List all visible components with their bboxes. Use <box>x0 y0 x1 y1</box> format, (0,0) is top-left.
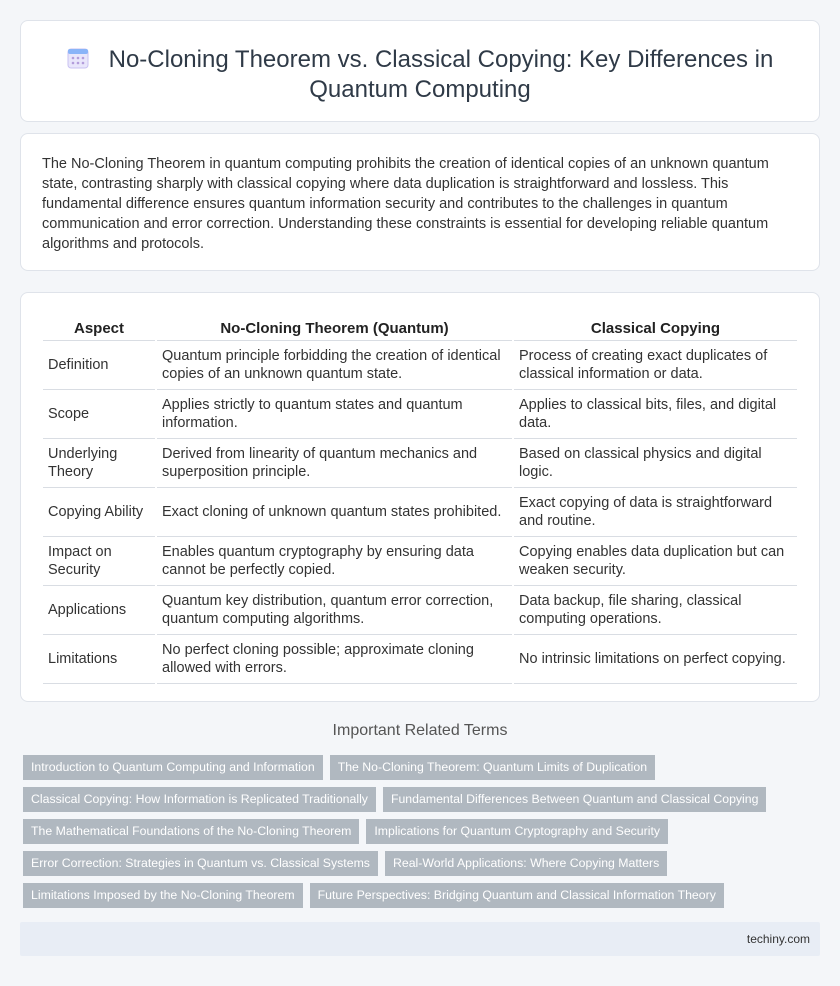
related-term-link[interactable]: Future Perspectives: Bridging Quantum and Classical Information Theory <box>310 883 724 908</box>
related-term-link[interactable]: Introduction to Quantum Computing and Information <box>23 755 323 780</box>
cell-aspect: Scope <box>43 390 155 439</box>
cell-classical: Based on classical physics and digital logic. <box>514 439 797 488</box>
related-term-link[interactable]: Limitations Imposed by the No-Cloning Theorem <box>23 883 303 908</box>
intro-text: The No-Cloning Theorem in quantum computing prohibits the creation of identical copies of an unknown quantum state, contrasting sharply with classical copying where data duplication is straightforward and lossless. This fundamental difference ensures quantum information security and contributes to the challenges in quantum communication and error correction. Understanding these constraints is essential for developing reliable quantum algorithms and protocols. <box>42 156 769 252</box>
page-title-wrap <box>61 45 779 105</box>
cell-aspect: Applications <box>43 586 155 635</box>
cell-quantum: Quantum principle forbidding the creation of identical copies of an unknown quantum state. <box>157 341 512 390</box>
table-row <box>43 537 797 586</box>
cell-classical: Copying enables data duplication but can weaken security. <box>514 537 797 586</box>
table-header-row <box>43 313 797 341</box>
cell-quantum: Applies strictly to quantum states and quantum information. <box>157 390 512 439</box>
related-term-link[interactable]: Error Correction: Strategies in Quantum vs. Classical Systems <box>23 851 378 876</box>
tag-row <box>23 819 823 844</box>
related-term-link[interactable]: Fundamental Differences Between Quantum and Classical Copying <box>383 787 767 812</box>
table-row <box>43 635 797 684</box>
table-row <box>43 488 797 537</box>
cell-aspect: Definition <box>43 341 155 390</box>
cell-classical: No intrinsic limitations on perfect copying. <box>514 635 797 684</box>
table-row <box>43 390 797 439</box>
cell-aspect: Limitations <box>43 635 155 684</box>
cell-quantum: Quantum key distribution, quantum error correction, quantum computing algorithms. <box>157 586 512 635</box>
footer <box>20 922 820 956</box>
cell-classical: Data backup, file sharing, classical computing operations. <box>514 586 797 635</box>
header-card <box>20 20 820 122</box>
table-row <box>43 341 797 390</box>
tag-row <box>23 883 823 908</box>
cell-classical: Exact copying of data is straightforward and routine. <box>514 488 797 537</box>
cell-quantum: No perfect cloning possible; approximate cloning allowed with errors. <box>157 635 512 684</box>
comparison-card <box>20 292 820 702</box>
cell-classical: Applies to classical bits, files, and digital data. <box>514 390 797 439</box>
header-quantum: No-Cloning Theorem (Quantum) <box>157 313 512 341</box>
cell-quantum: Exact cloning of unknown quantum states prohibited. <box>157 488 512 537</box>
cell-quantum: Derived from linearity of quantum mechanics and superposition principle. <box>157 439 512 488</box>
cell-quantum: Enables quantum cryptography by ensuring data cannot be perfectly copied. <box>157 537 512 586</box>
table-row <box>43 439 797 488</box>
related-term-link[interactable]: The No-Cloning Theorem: Quantum Limits of Duplication <box>330 755 655 780</box>
cell-aspect: Underlying Theory <box>43 439 155 488</box>
comparison-table <box>41 313 799 684</box>
cell-aspect: Impact on Security <box>43 537 155 586</box>
related-term-link[interactable]: Implications for Quantum Cryptography and Security <box>366 819 668 844</box>
related-terms-title: Important Related Terms <box>332 722 508 739</box>
header-classical: Classical Copying <box>514 313 797 341</box>
related-terms-list <box>23 755 823 915</box>
related-term-link[interactable]: The Mathematical Foundations of the No-Cloning Theorem <box>23 819 359 844</box>
page-title: No-Cloning Theorem vs. Classical Copying: Key Differences in Quantum Computing <box>108 46 774 103</box>
tag-row <box>23 851 823 876</box>
related-term-link[interactable]: Real-World Applications: Where Copying Matters <box>385 851 667 876</box>
table-row <box>43 586 797 635</box>
cell-aspect: Copying Ability <box>43 488 155 537</box>
intro-card <box>20 133 820 271</box>
related-term-link[interactable]: Classical Copying: How Information is Replicated Traditionally <box>23 787 376 812</box>
calendar-grid-icon <box>67 47 89 69</box>
tag-row <box>23 787 823 812</box>
tag-row <box>23 755 823 780</box>
header-aspect: Aspect <box>43 313 155 341</box>
cell-classical: Process of creating exact duplicates of classical information or data. <box>514 341 797 390</box>
footer-site-link[interactable]: techiny.com <box>746 932 810 946</box>
